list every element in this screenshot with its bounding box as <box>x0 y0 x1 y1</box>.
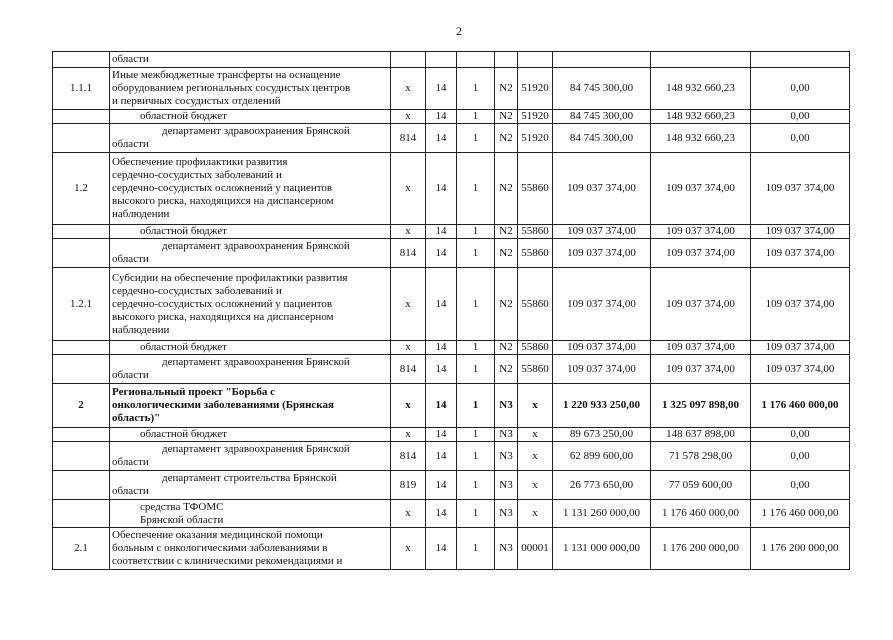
description-cell <box>110 341 391 355</box>
target-code-cell: 51920 <box>518 124 553 153</box>
table-row <box>53 428 850 442</box>
subsection-cell: 1 <box>457 153 495 225</box>
item-number-cell: 1.1.1 <box>53 68 110 110</box>
description-line: департамент строительства Брянской <box>162 472 337 484</box>
amount-2021-cell <box>553 52 651 68</box>
amount-2023-cell: 0,00 <box>751 110 850 124</box>
description-line: и первичных сосудистых отделений <box>112 95 281 107</box>
description-line: Брянской области <box>140 513 224 526</box>
amount-2023-cell: 109 037 374,00 <box>751 225 850 239</box>
description-line: области <box>112 253 149 265</box>
section-cell: 14 <box>426 442 457 471</box>
amount-2022-cell: 77 059 600,00 <box>651 471 751 500</box>
section-cell: 14 <box>426 384 457 428</box>
description-line: департамент здравоохранения Брянской <box>162 356 350 368</box>
project-cell: N3 <box>495 528 518 570</box>
description-cell <box>110 52 391 68</box>
amount-2022-cell: 1 176 200 000,00 <box>651 528 751 570</box>
amount-2022-cell: 148 932 660,23 <box>651 124 751 153</box>
amount-2021-cell: 109 037 374,00 <box>553 153 651 225</box>
description-cell <box>110 225 391 239</box>
project-cell: N2 <box>495 355 518 384</box>
amount-2021-cell: 109 037 374,00 <box>553 355 651 384</box>
amount-2022-cell: 71 578 298,00 <box>651 442 751 471</box>
description-line: наблюдении <box>112 323 170 336</box>
description-line: департамент здравоохранения Брянской <box>162 240 350 252</box>
table-row <box>53 355 850 384</box>
subsection-cell: 1 <box>457 268 495 341</box>
amount-2022-cell: 109 037 374,00 <box>651 341 751 355</box>
subsection-cell <box>457 52 495 68</box>
description-line: высокого риска, находящихся на диспансерном <box>112 195 334 207</box>
description-line: департамент здравоохранения Брянской <box>162 125 350 137</box>
amount-2022-cell: 109 037 374,00 <box>651 239 751 268</box>
target-code-cell: 55860 <box>518 239 553 268</box>
section-cell: 14 <box>426 341 457 355</box>
amount-2023-cell: 109 037 374,00 <box>751 341 850 355</box>
description-line: Обеспечение профилактики развития <box>112 156 288 168</box>
project-cell: N3 <box>495 500 518 528</box>
amount-2023-cell <box>751 52 850 68</box>
description-cell <box>110 268 391 341</box>
target-code-cell: x <box>518 471 553 500</box>
project-cell <box>495 52 518 68</box>
project-cell: N3 <box>495 442 518 471</box>
amount-2022-cell: 109 037 374,00 <box>651 355 751 384</box>
amount-2021-cell: 84 745 300,00 <box>553 68 651 110</box>
gov-code-cell: 814 <box>391 124 426 153</box>
section-cell: 14 <box>426 110 457 124</box>
description-line: департамент здравоохранения Брянской <box>162 443 350 455</box>
page-number: 2 <box>456 24 462 38</box>
section-cell: 14 <box>426 68 457 110</box>
amount-2021-cell: 109 037 374,00 <box>553 225 651 239</box>
gov-code-cell: 814 <box>391 239 426 268</box>
target-code-cell: x <box>518 442 553 471</box>
description-line: оборудованием региональных сосудистых центров <box>112 82 351 94</box>
table-row <box>53 384 850 428</box>
gov-code-cell: x <box>391 110 426 124</box>
description-cell <box>110 110 391 124</box>
amount-2023-cell: 0,00 <box>751 442 850 471</box>
section-cell: 14 <box>426 471 457 500</box>
project-cell: N2 <box>495 268 518 341</box>
amount-2023-cell: 1 176 200 000,00 <box>751 528 850 570</box>
gov-code-cell: 814 <box>391 442 426 471</box>
subsection-cell: 1 <box>457 500 495 528</box>
target-code-cell: x <box>518 428 553 442</box>
item-number-cell <box>53 341 110 355</box>
description-line: сердечно-сосудистых заболеваний и <box>112 169 282 181</box>
amount-2023-cell: 0,00 <box>751 428 850 442</box>
table-row <box>53 68 850 110</box>
table-body <box>53 52 850 570</box>
description-line: наблюдении <box>112 208 170 220</box>
table-row <box>53 110 850 124</box>
description-line: областной бюджет <box>140 428 227 440</box>
description-line: сердечно-сосудистых осложнений у пациентов <box>112 297 333 310</box>
description-line: сердечно-сосудистых заболеваний и <box>112 284 282 297</box>
target-code-cell: x <box>518 384 553 428</box>
subsection-cell: 1 <box>457 124 495 153</box>
project-cell: N2 <box>495 153 518 225</box>
subsection-cell: 1 <box>457 442 495 471</box>
description-line: области <box>112 485 149 497</box>
target-code-cell: 55860 <box>518 341 553 355</box>
amount-2022-cell: 148 932 660,23 <box>651 110 751 124</box>
gov-code-cell: x <box>391 225 426 239</box>
section-cell: 14 <box>426 268 457 341</box>
gov-code-cell: x <box>391 153 426 225</box>
amount-2023-cell: 0,00 <box>751 124 850 153</box>
amount-2023-cell: 1 176 460 000,00 <box>751 384 850 428</box>
amount-2021-cell: 1 131 260 000,00 <box>553 500 651 528</box>
amount-2022-cell: 109 037 374,00 <box>651 225 751 239</box>
table-row <box>53 471 850 500</box>
budget-table <box>52 51 850 570</box>
table-row <box>53 528 850 570</box>
item-number-cell <box>53 110 110 124</box>
item-number-cell <box>53 471 110 500</box>
amount-2023-cell: 109 037 374,00 <box>751 153 850 225</box>
gov-code-cell: x <box>391 384 426 428</box>
amount-2021-cell: 84 745 300,00 <box>553 110 651 124</box>
amount-2023-cell: 109 037 374,00 <box>751 268 850 341</box>
description-line: областной бюджет <box>140 341 227 353</box>
description-line: области <box>112 53 149 65</box>
section-cell: 14 <box>426 500 457 528</box>
item-number-cell <box>53 442 110 471</box>
amount-2022-cell <box>651 52 751 68</box>
project-cell: N2 <box>495 110 518 124</box>
table-row <box>53 341 850 355</box>
gov-code-cell: 819 <box>391 471 426 500</box>
amount-2021-cell: 1 131 000 000,00 <box>553 528 651 570</box>
description-cell <box>110 355 391 384</box>
target-code-cell: 55860 <box>518 225 553 239</box>
section-cell: 14 <box>426 355 457 384</box>
subsection-cell: 1 <box>457 68 495 110</box>
description-line: соответствии с клиническими рекомендациями и <box>112 555 343 567</box>
target-code-cell: 55860 <box>518 355 553 384</box>
gov-code-cell <box>391 52 426 68</box>
project-cell: N2 <box>495 225 518 239</box>
section-cell: 14 <box>426 528 457 570</box>
table-row <box>53 239 850 268</box>
amount-2021-cell: 1 220 933 250,00 <box>553 384 651 428</box>
subsection-cell: 1 <box>457 471 495 500</box>
description-cell <box>110 153 391 225</box>
gov-code-cell: x <box>391 528 426 570</box>
amount-2021-cell: 109 037 374,00 <box>553 268 651 341</box>
amount-2022-cell: 1 176 460 000,00 <box>651 500 751 528</box>
amount-2022-cell: 109 037 374,00 <box>651 268 751 341</box>
description-line: областной бюджет <box>140 225 227 237</box>
description-line: Обеспечение оказания медицинской помощи <box>112 529 323 541</box>
target-code-cell: x <box>518 500 553 528</box>
target-code-cell: 55860 <box>518 153 553 225</box>
section-cell: 14 <box>426 428 457 442</box>
project-cell: N3 <box>495 471 518 500</box>
description-line: Субсидии на обеспечение профилактики развития <box>112 271 348 284</box>
subsection-cell: 1 <box>457 528 495 570</box>
amount-2021-cell: 26 773 650,00 <box>553 471 651 500</box>
description-line: Иные межбюджетные трансферты на оснащение <box>112 69 341 81</box>
amount-2022-cell: 109 037 374,00 <box>651 153 751 225</box>
subsection-cell: 1 <box>457 341 495 355</box>
project-cell: N3 <box>495 428 518 442</box>
description-line: областной бюджет <box>140 110 227 122</box>
subsection-cell: 1 <box>457 428 495 442</box>
table-row <box>53 124 850 153</box>
gov-code-cell: 814 <box>391 355 426 384</box>
item-number-cell <box>53 500 110 528</box>
description-line: области <box>112 456 149 468</box>
section-cell: 14 <box>426 239 457 268</box>
amount-2021-cell: 89 673 250,00 <box>553 428 651 442</box>
description-cell <box>110 124 391 153</box>
item-number-cell <box>53 52 110 68</box>
section-cell: 14 <box>426 153 457 225</box>
subsection-cell: 1 <box>457 110 495 124</box>
amount-2023-cell: 0,00 <box>751 68 850 110</box>
section-cell <box>426 52 457 68</box>
description-cell <box>110 428 391 442</box>
item-number-cell <box>53 225 110 239</box>
description-cell <box>110 68 391 110</box>
subsection-cell: 1 <box>457 355 495 384</box>
item-number-cell: 1.2.1 <box>53 268 110 341</box>
project-cell: N2 <box>495 239 518 268</box>
table-row <box>53 153 850 225</box>
target-code-cell: 51920 <box>518 68 553 110</box>
amount-2023-cell: 109 037 374,00 <box>751 239 850 268</box>
amount-2021-cell: 62 899 600,00 <box>553 442 651 471</box>
table-row <box>53 442 850 471</box>
description-line: больным с онкологическими заболеваниями в <box>112 542 328 554</box>
description-line: высокого риска, находящихся на диспансерном <box>112 310 334 323</box>
description-line: область)" <box>112 412 161 424</box>
gov-code-cell: x <box>391 428 426 442</box>
item-number-cell: 2.1 <box>53 528 110 570</box>
subsection-cell: 1 <box>457 384 495 428</box>
project-cell: N3 <box>495 384 518 428</box>
project-cell: N2 <box>495 341 518 355</box>
description-line: средства ТФОМС <box>140 500 224 513</box>
subsection-cell: 1 <box>457 239 495 268</box>
description-cell <box>110 442 391 471</box>
description-line: онкологическими заболеваниями (Брянская <box>112 399 334 411</box>
amount-2022-cell: 148 637 898,00 <box>651 428 751 442</box>
amount-2023-cell: 109 037 374,00 <box>751 355 850 384</box>
description-cell <box>110 384 391 428</box>
item-number-cell <box>53 239 110 268</box>
description-cell <box>110 500 391 528</box>
target-code-cell: 51920 <box>518 110 553 124</box>
table-row <box>53 52 850 68</box>
item-number-cell: 2 <box>53 384 110 428</box>
amount-2021-cell: 109 037 374,00 <box>553 239 651 268</box>
description-cell <box>110 471 391 500</box>
target-code-cell: 55860 <box>518 268 553 341</box>
item-number-cell <box>53 124 110 153</box>
item-number-cell: 1.2 <box>53 153 110 225</box>
gov-code-cell: x <box>391 268 426 341</box>
gov-code-cell: x <box>391 341 426 355</box>
table-row <box>53 500 850 528</box>
description-line: сердечно-сосудистых осложнений у пациентов <box>112 182 333 194</box>
project-cell: N2 <box>495 124 518 153</box>
target-code-cell <box>518 52 553 68</box>
amount-2021-cell: 84 745 300,00 <box>553 124 651 153</box>
target-code-cell: 00001 <box>518 528 553 570</box>
item-number-cell <box>53 428 110 442</box>
amount-2021-cell: 109 037 374,00 <box>553 341 651 355</box>
description-line: области <box>112 138 149 150</box>
section-cell: 14 <box>426 124 457 153</box>
subsection-cell: 1 <box>457 225 495 239</box>
amount-2023-cell: 0,00 <box>751 471 850 500</box>
gov-code-cell: x <box>391 500 426 528</box>
table-row <box>53 268 850 341</box>
section-cell: 14 <box>426 225 457 239</box>
project-cell: N2 <box>495 68 518 110</box>
description-cell <box>110 528 391 570</box>
amount-2023-cell: 1 176 460 000,00 <box>751 500 850 528</box>
description-line: области <box>112 369 149 381</box>
description-line: Региональный проект "Борьба с <box>112 386 276 398</box>
gov-code-cell: x <box>391 68 426 110</box>
table-row <box>53 225 850 239</box>
amount-2022-cell: 1 325 097 898,00 <box>651 384 751 428</box>
description-cell <box>110 239 391 268</box>
amount-2022-cell: 148 932 660,23 <box>651 68 751 110</box>
item-number-cell <box>53 355 110 384</box>
